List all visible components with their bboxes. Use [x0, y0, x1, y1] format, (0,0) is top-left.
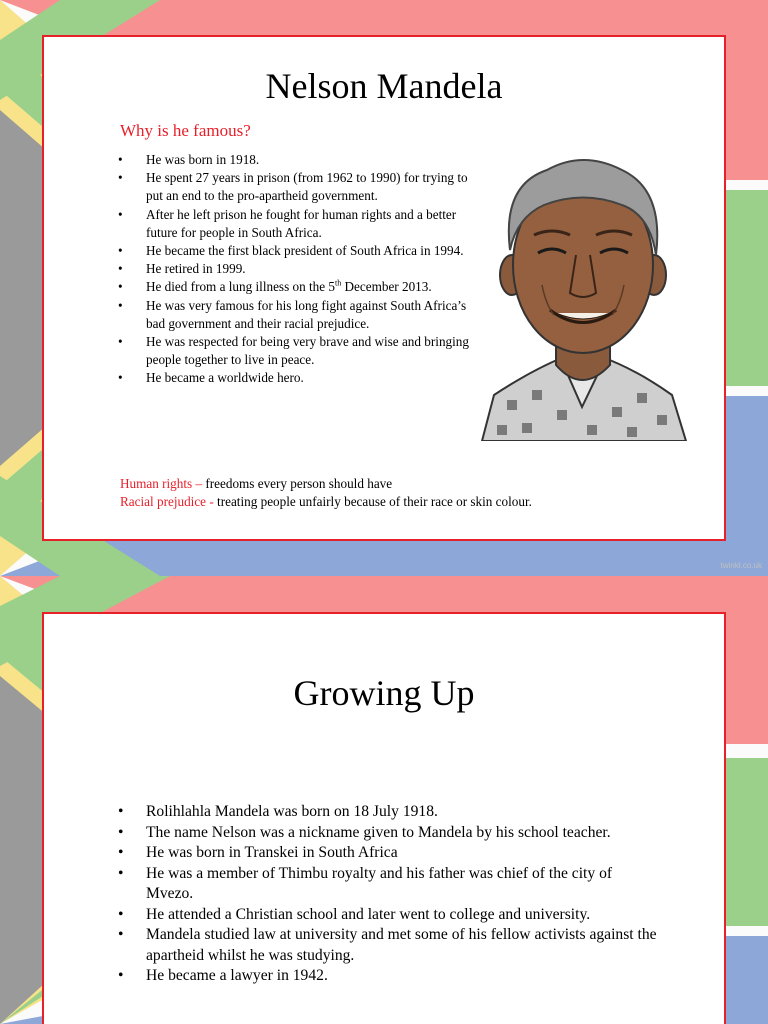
fact-list: [118, 802, 658, 987]
definition-human-rights: [120, 475, 532, 493]
list-item: [118, 278, 478, 296]
list-item: • After he left prison he fought for human rights and a better future for people in South Africa.: [118, 206, 478, 242]
list-item: • He became a lawyer in 1942.: [118, 966, 658, 987]
content-card: [42, 35, 726, 541]
list-item: • He was very famous for his long fight against South Africa’s bad government and their racial prejudice.: [118, 297, 478, 333]
content-card: [42, 612, 726, 1024]
list-item: • He attended a Christian school and later went to college and university.: [118, 905, 658, 926]
definitions: [120, 475, 532, 511]
section-heading: Why is he famous?: [120, 121, 251, 140]
page-title: Growing Up: [293, 673, 475, 713]
list-item: • He became a worldwide hero.: [118, 369, 478, 387]
definition-meaning: freedoms every person should have: [205, 476, 393, 491]
definition-meaning: treating people unfairly because of their race or skin colour.: [217, 494, 532, 509]
list-item: • He was born in Transkei in South Africa: [118, 843, 658, 864]
definition-term: Human rights –: [120, 476, 206, 491]
list-item: • He was a member of Thimbu royalty and his father was chief of the city of Mvezo.: [118, 864, 658, 905]
list-item: • He was born in 1918.: [118, 151, 478, 169]
list-item: • Mandela studied law at university and met some of his fellow activists against the apartheid whilst he was studying.: [118, 925, 658, 966]
ordinal-suffix: th: [334, 279, 342, 289]
definition-term: Racial prejudice -: [120, 494, 218, 509]
list-item-text: He died from a lung illness on the 5: [146, 279, 335, 295]
list-item: • He retired in 1999.: [118, 260, 478, 278]
list-item-text-tail: December 2013.: [341, 279, 432, 295]
list-item: • Rolihlahla Mandela was born on 18 July 1918.: [118, 802, 658, 823]
watermark: twinkl.co.uk: [720, 561, 762, 570]
definition-racial-prejudice: [120, 493, 532, 511]
fact-list: [118, 151, 478, 388]
nelson-mandela-portrait-icon: [472, 145, 694, 441]
list-item: • He was respected for being very brave and wise and bringing people together to live in peace.: [118, 333, 478, 369]
list-item: • He spent 27 years in prison (from 1962 to 1990) for trying to put an end to the pro-apartheid government.: [118, 169, 478, 205]
slide-growing-up: [0, 576, 768, 1024]
page-title: Nelson Mandela: [265, 66, 503, 106]
list-item: • He became the first black president of South Africa in 1994.: [118, 242, 478, 260]
list-item: • The name Nelson was a nickname given to Mandela by his school teacher.: [118, 823, 658, 844]
